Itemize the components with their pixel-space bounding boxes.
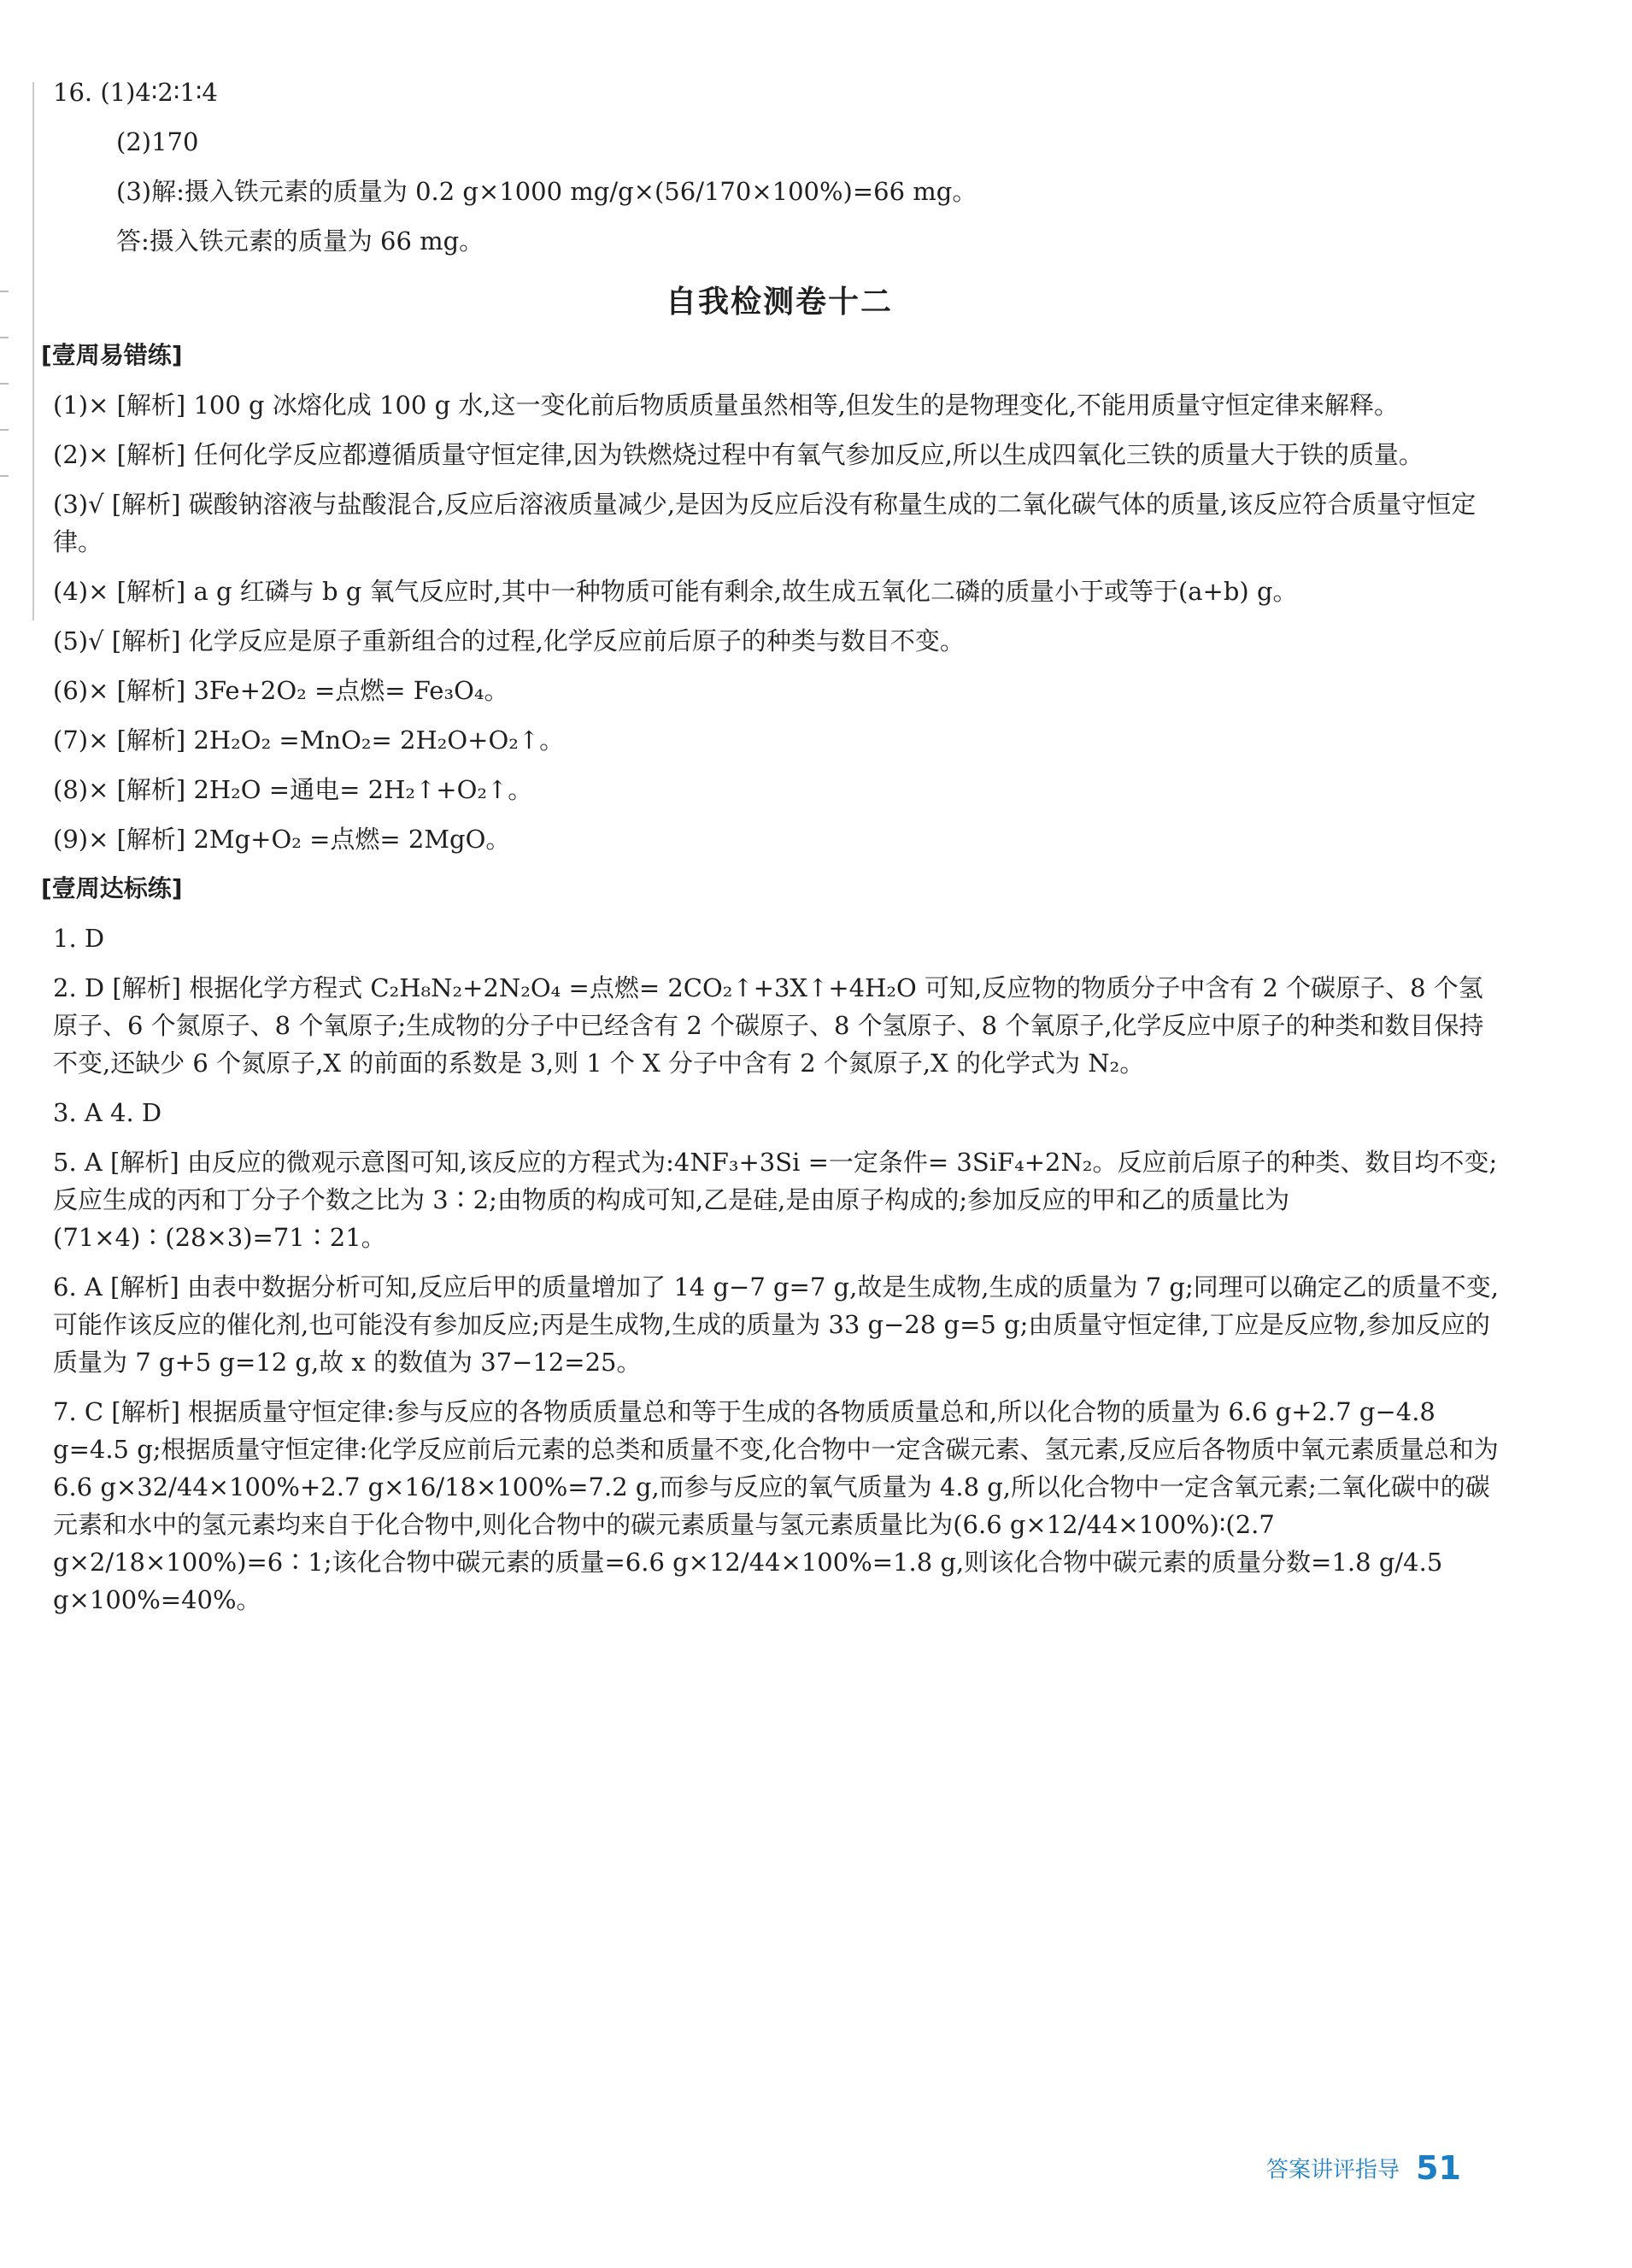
binding-marks <box>0 291 12 564</box>
answer-item-2: 2. D [解析] 根据化学方程式 C₂H₈N₂+2N₂O₄ =点燃= 2CO₂↑+3X↑+4H₂O 可知,反应物的物质分子中含有 2 个碳原子、8 个氢原子、6 个氮原子、8 个氧原子;生成物的分子中已经含有 2 个碳原子、8 个氢原子、8 个氧原子,化学反应中原子的种类和数目保持不变,还缺少 6 个氮原子,X 的前面的系数是 3,则 1 个 X 分子中含有 2 个氮原子,X 的化学式为 N₂。 <box>53 973 1484 1078</box>
section-heading-standard: [壹周达标练] <box>41 874 183 902</box>
judgement-item-7: (7)× [解析] 2H₂O₂ =MnO₂= 2H₂O+O₂↑。 <box>53 726 565 755</box>
footer-label: 答案讲评指导 <box>1266 2157 1400 2183</box>
answer-item-7: 7. C [解析] 根据质量守恒定律:参与反应的各物质质量总和等于生成的各物质质量总和,所以化合物的质量为 6.6 g+2.7 g−4.8 g=4.5 g;根据质量守恒定律:化学反应前后元素的总类和质量不变,化合物中一定含碳元素、氢元素,反应后各物质中氧元素质量总和为 6.6 g×32/44×100%+2.7 g×16/18×100%=7.2 g,而参与反应的氧气质量为 4.8 g,所以化合物中一定含氧元素;二氧化碳中的碳元素和水中的氢元素均来自于化合物中,则化合物中的碳元素质量与氢元素质量比为(6.6 g×12/44×100%)∶(2.7 g×2/18×100%)=6∶1;该化合物中碳元素的质量=6.6 g×12/44×100%=1.8 g,则该化合物中碳元素的质量分数=1.8 g/4.5 g×100%=40%。 <box>53 1397 1499 1614</box>
judgement-item-1: (1)× [解析] 100 g 冰熔化成 100 g 水,这一变化前后物质质量虽然相等,但发生的是物理变化,不能用质量守恒定律来解释。 <box>53 391 1400 420</box>
judgement-item-9: (9)× [解析] 2Mg+O₂ =点燃= 2MgO。 <box>53 825 511 854</box>
judgement-item-5: (5)√ [解析] 化学反应是原子重新组合的过程,化学反应前后原子的种类与数目不变。 <box>53 626 965 655</box>
judgement-item-8: (8)× [解析] 2H₂O =通电= 2H₂↑+O₂↑。 <box>53 775 533 804</box>
judgement-item-4: (4)× [解析] a g 红磷与 b g 氧气反应时,其中一种物质可能有剩余,故生成五氧化二磷的质量小于或等于(a+b) g。 <box>53 577 1298 606</box>
answer-content <box>41 73 1506 1630</box>
answer-item-5: 5. A [解析] 由反应的微观示意图可知,该反应的方程式为:4NF₃+3Si =一定条件= 3SiF₄+2N₂。反应前后原子的种类、数目均不变;反应生成的丙和丁分子个数之比为 3∶2;由物质的构成可知,乙是硅,是由原子构成的;参加反应的甲和乙的质量比为(71×4)∶(28×3)=71∶21。 <box>53 1148 1498 1252</box>
q16-part3: (3)解:摄入铁元素的质量为 0.2 g×1000 mg/g×(56/170×100%)=66 mg。 <box>116 177 977 206</box>
q16-part1: 16. (1)4∶2∶1∶4 <box>53 78 218 107</box>
margin-rule <box>32 82 34 620</box>
page-title: 自我检测卷十二 <box>665 285 893 320</box>
section-heading-easy-mistakes: [壹周易错练] <box>41 341 183 369</box>
judgement-item-2: (2)× [解析] 任何化学反应都遵循质量守恒定律,因为铁燃烧过程中有氧气参加反应,所以生成四氧化三铁的质量大于铁的质量。 <box>53 440 1424 469</box>
page-number: 51 <box>1416 2149 1461 2187</box>
judgement-item-3: (3)√ [解析] 碳酸钠溶液与盐酸混合,反应后溶液质量减少,是因为反应后没有称量生成的二氧化碳气体的质量,该反应符合质量守恒定律。 <box>53 490 1476 556</box>
answer-item-1: 1. D <box>53 924 105 953</box>
judgement-item-6: (6)× [解析] 3Fe+2O₂ =点燃= Fe₃O₄。 <box>53 676 509 705</box>
answer-item-3-4: 3. A 4. D <box>53 1098 162 1127</box>
q16-answer: 答:摄入铁元素的质量为 66 mg。 <box>116 226 484 256</box>
q16-part2: (2)170 <box>116 127 199 156</box>
answer-item-6: 6. A [解析] 由表中数据分析可知,反应后甲的质量增加了 14 g−7 g=7 g,故是生成物,生成的质量为 7 g;同理可以确定乙的质量不变,可能作该反应的催化剂,也可能没有参加反应;丙是生成物,生成的质量为 33 g−28 g=5 g;由质量守恒定律,丁应是反应物,参加反应的质量为 7 g+5 g=12 g,故 x 的数值为 37−12=25。 <box>53 1272 1499 1377</box>
page-footer <box>1266 2149 1461 2187</box>
